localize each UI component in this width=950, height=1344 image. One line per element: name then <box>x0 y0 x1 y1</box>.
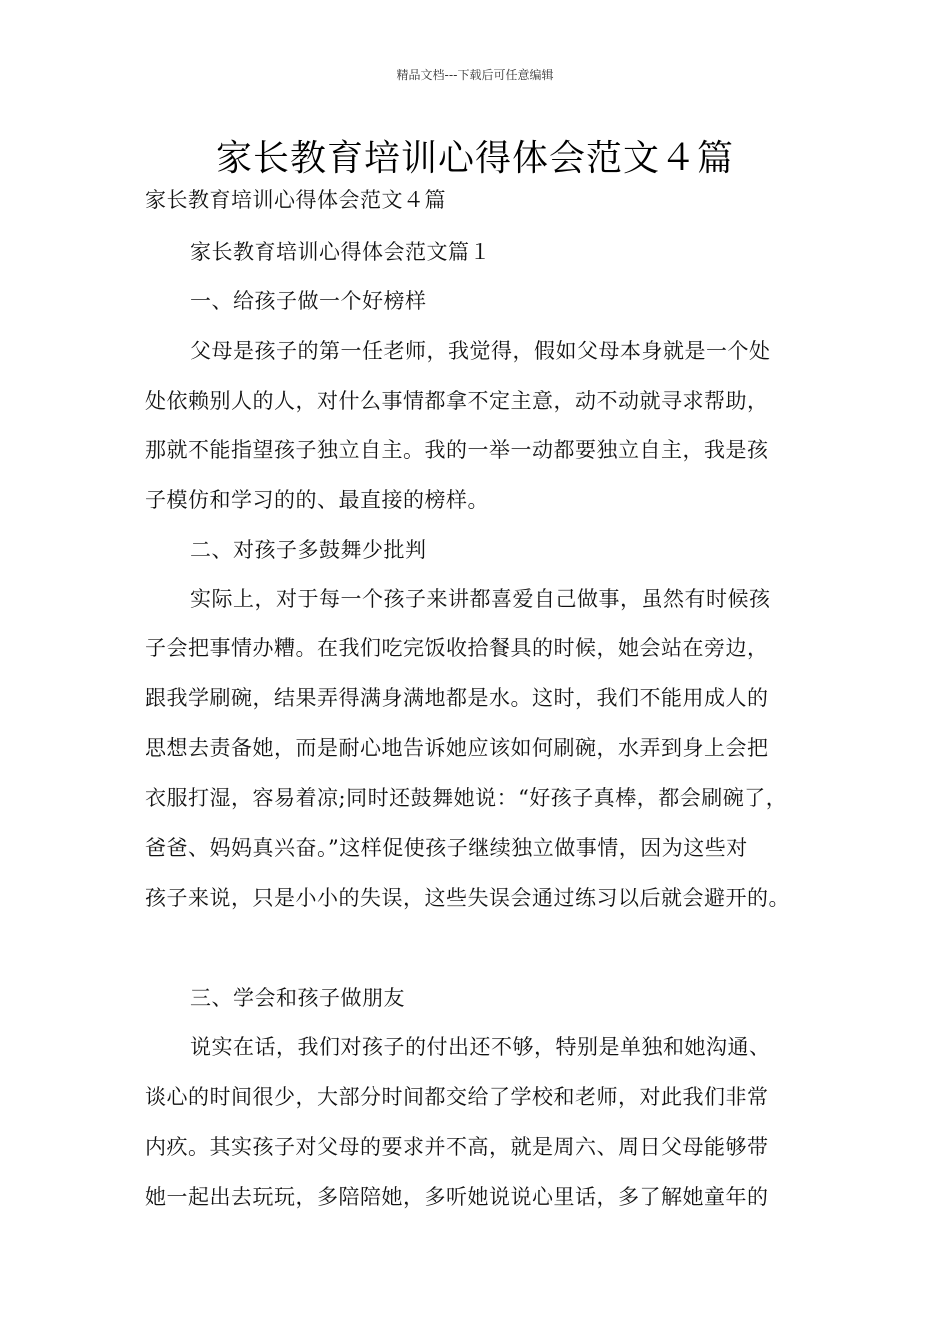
paragraph-line: 子模仿和学习的的、最直接的榜样。 <box>145 488 489 512</box>
paragraph-line: 处依赖别人的人，对什么事情都拿不定主意，动不动就寻求帮助， <box>145 389 769 413</box>
paragraph-line: 实际上，对于每一个孩子来讲都喜爱自己做事，虽然有时候孩 <box>190 587 771 611</box>
paragraph-line: 子会把事情办糟。在我们吃完饭收拾餐具的时候，她会站在旁边， <box>145 636 769 660</box>
paragraph-line: 思想去责备她，而是耐心地告诉她应该如何刷碗，水弄到身上会把 <box>145 736 769 760</box>
paragraph-line: 孩子来说，只是小小的失误，这些失误会通过练习以后就会避开的。 <box>145 886 790 910</box>
section-heading-1: 一、给孩子做一个好榜样 <box>190 289 427 313</box>
paragraph-line: 谈心的时间很少，大部分时间都交给了学校和老师，对此我们非常 <box>145 1085 769 1109</box>
document-title: 家长教育培训心得体会范文４篇 <box>215 138 734 179</box>
paragraph-line: 内疚。其实孩子对父母的要求并不高，就是周六、周日父母能够带 <box>145 1135 769 1159</box>
document-subtitle: 家长教育培训心得体会范文４篇 <box>145 188 446 212</box>
article-heading: 家长教育培训心得体会范文篇１ <box>190 240 491 264</box>
section-heading-2: 二、对孩子多鼓舞少批判 <box>190 538 427 562</box>
page-header-note: 精品文档---下载后可任意编辑 <box>396 68 554 82</box>
paragraph-line: 那就不能指望孩子独立自主。我的一举一动都要独立自主，我是孩 <box>145 438 769 462</box>
paragraph-line: 说实在话，我们对孩子的付出还不够，特别是单独和她沟通、 <box>190 1035 771 1059</box>
paragraph-line: 爸爸、妈妈真兴奋。”这样促使孩子继续独立做事情，因为这些对 <box>145 836 748 860</box>
paragraph-line: 她一起出去玩玩，多陪陪她，多听她说说心里话，多了解她童年的 <box>145 1185 769 1209</box>
section-heading-3: 三、学会和孩子做朋友 <box>190 986 405 1010</box>
paragraph-line: 衣服打湿，容易着凉;同时还鼓舞她说：“好孩子真棒，都会刷碗了， <box>145 786 788 810</box>
paragraph-line: 跟我学刷碗，结果弄得满身满地都是水。这时，我们不能用成人的 <box>145 686 769 710</box>
paragraph-line: 父母是孩子的第一任老师，我觉得，假如父母本身就是一个处 <box>190 339 771 363</box>
